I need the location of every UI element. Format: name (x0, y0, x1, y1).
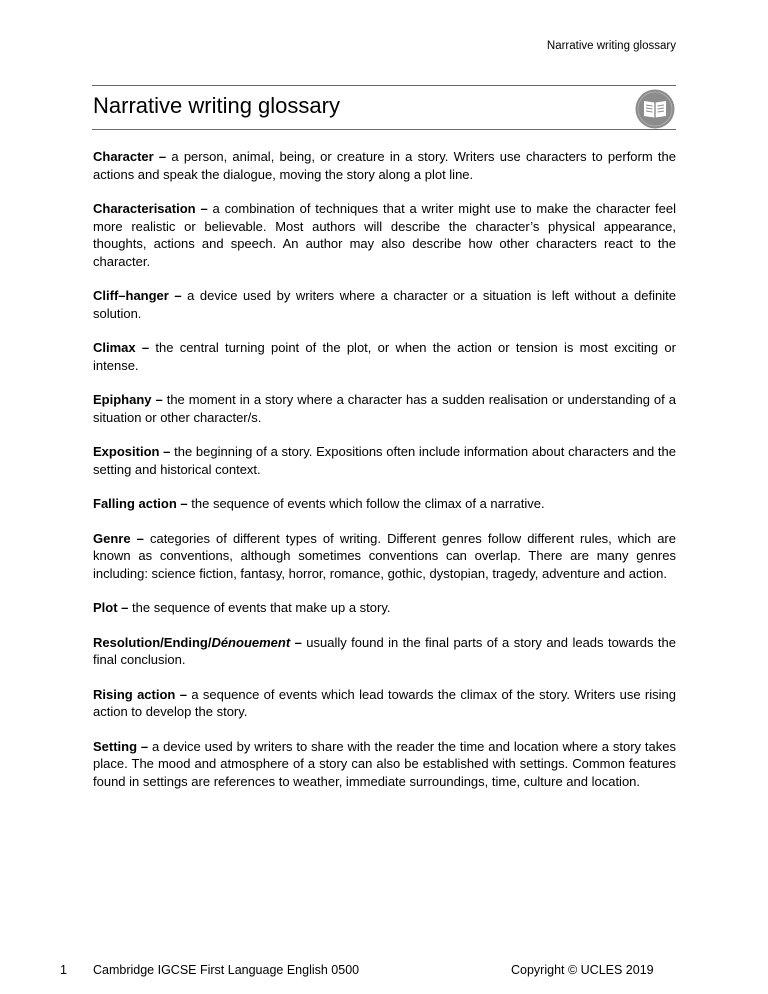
glossary-entry: Characterisation – a combination of techniques that a writer might use to make the character feel more realistic or believable. Most authors will describe the character’s physical appearance, thoughts, actions and speech. An author may also describe how other characters react to the character. (93, 201, 676, 269)
glossary-entry: Epiphany – the moment in a story where a character has a sudden realisation or understanding of a situation or other character/s. (93, 392, 676, 425)
glossary-term: Climax (93, 340, 136, 355)
glossary-definition: the sequence of events that make up a story. (132, 600, 391, 615)
glossary-definition: the sequence of events which follow the climax of a narrative. (191, 496, 545, 511)
glossary-definition: a person, animal, being, or creature in a story. Writers use characters to perform the actions and speak the dialogue, moving the story along a plot line. (93, 149, 676, 182)
running-header: Narrative writing glossary (546, 40, 676, 52)
glossary-definition: usually found in the final parts of a story and leads towards the final conclusion. (93, 634, 676, 667)
glossary-entry: Cliff–hanger – a device used by writers where a character or a situation is left without a definite solution. (93, 288, 676, 321)
glossary-entry: Exposition – the beginning of a story. Expositions often include information about characters and the setting and historical context. (93, 444, 676, 477)
book-icon (635, 89, 675, 129)
footer-course: Cambridge IGCSE First Language English 0500 (93, 963, 360, 977)
glossary-entry: Genre – categories of different types of writing. Different genres follow different rules, which are known as conventions, although sometimes conventions can overlap. There are many genres including: science fiction, fantasy, horror, romance, gothic, dystopian, tragedy, adventure and action. (93, 530, 676, 581)
glossary-definition: a combination of techniques that a writer might use to make the character feel more realistic or believable. Most authors will describe the character’s physical appearance, thoughts, actions and speech. An author may also describe how other characters react to the character. (93, 201, 676, 269)
header-rule-top (92, 85, 676, 86)
glossary-definition: categories of different types of writing. Different genres follow different rules, which are known as conventions, although sometimes conventions can overlap. There are many genres including: science fiction, fantasy, horror, romance, gothic, dystopian, tragedy, adventure and action. (93, 530, 676, 581)
header-rule-bottom (92, 129, 676, 130)
glossary-definition: the moment in a story where a character has a sudden realisation or understanding of a situation or other character/s. (93, 392, 676, 425)
glossary-definition: the central turning point of the plot, or when the action or tension is most exciting or intense. (93, 340, 676, 373)
glossary-term: Falling action (93, 496, 177, 511)
glossary-definition: the beginning of a story. Expositions often include information about characters and the setting and historical context. (93, 444, 676, 477)
page-title: Narrative writing glossary (93, 93, 340, 118)
page-number: 1 (60, 963, 67, 977)
footer-copyright: Copyright © UCLES 2019 (511, 963, 654, 977)
glossary-entry: Rising action – a sequence of events which lead towards the climax of the story. Writers use rising action to develop the story. (93, 686, 676, 719)
glossary-entry: Plot – the sequence of events that make up a story. (93, 600, 391, 615)
glossary-term: Cliff–hanger (93, 288, 169, 303)
glossary-definition: a device used by writers where a character or a situation is left without a definite solution. (93, 288, 676, 321)
glossary-list (93, 148, 676, 807)
glossary-term: Character (93, 149, 154, 164)
glossary-entry: Character – a person, animal, being, or creature in a story. Writers use characters to perform the actions and speak the dialogue, moving the story along a plot line. (93, 149, 676, 182)
glossary-term: Epiphany (93, 392, 152, 407)
glossary-term: Exposition (93, 444, 160, 459)
glossary-term: Setting (93, 738, 138, 754)
glossary-entry: Falling action – the sequence of events which follow the climax of a narrative. (93, 496, 545, 511)
glossary-definition: a device used by writers to share with the reader the time and location where a story takes place. The mood and atmosphere of a story can also be established with settings. Common features found in settings are references to weather, immediate surroundings, time, culture and location. (93, 738, 676, 789)
glossary-term: Rising action (93, 686, 176, 702)
glossary-definition: a sequence of events which lead towards the climax of the story. Writers use rising action to develop the story. (93, 686, 676, 719)
glossary-term: Resolution/Ending/Dénouement (93, 634, 291, 650)
glossary-term: Characterisation (93, 201, 196, 216)
glossary-entry: Resolution/Ending/Dénouement – usually found in the final parts of a story and leads towards the final conclusion. (93, 634, 676, 667)
glossary-term: Plot (93, 600, 118, 615)
glossary-entry: Climax – the central turning point of the plot, or when the action or tension is most exciting or intense. (93, 340, 676, 373)
glossary-term: Genre (93, 530, 131, 546)
glossary-entry: Setting – a device used by writers to share with the reader the time and location where a story takes place. The mood and atmosphere of a story can also be established with settings. Common features found in settings are references to weather, immediate surroundings, time, culture and location. (93, 738, 676, 789)
